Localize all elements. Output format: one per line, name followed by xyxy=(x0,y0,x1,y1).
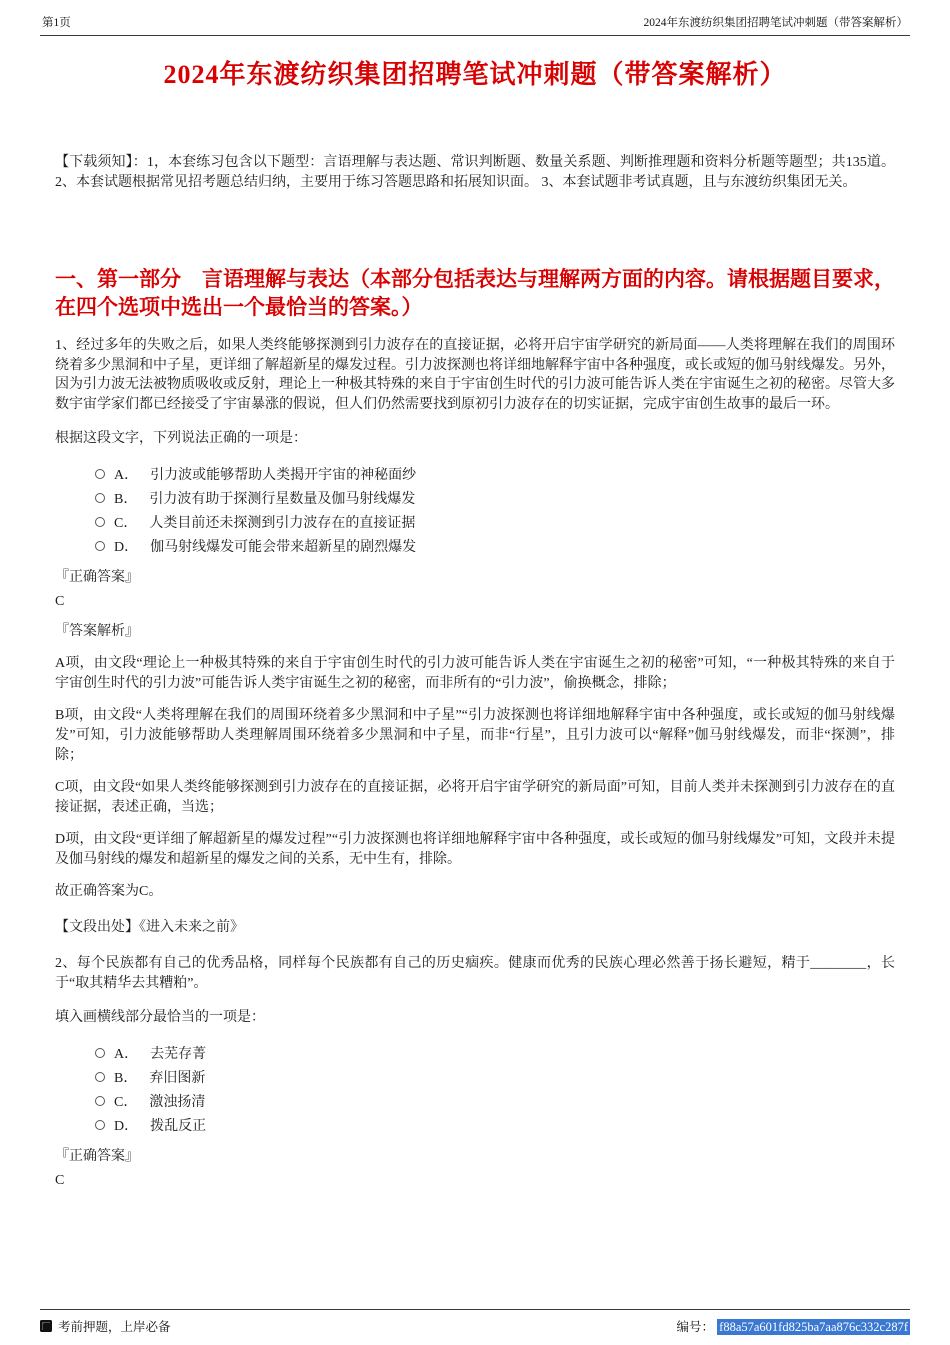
radio-icon[interactable] xyxy=(95,469,105,479)
question1-option-d[interactable] xyxy=(95,534,895,558)
question2-correct-answer: C xyxy=(55,1173,65,1188)
question1-analysis-c: C项，由文段“如果人类终能够探测到引力波存在的直接证据，必将开启宇宙学研究的新局面”可知，目前人类并未探测到引力波存在的直接证据，表述正确，当选； xyxy=(55,780,895,815)
download-notice: 【下载须知】：1，本套练习包含以下题型：言语理解与表达题、常识判断题、数量关系题、判断推理题和资料分析题等题型；共135道。2、本套试题根据常见招考题总结归纳，主要用于练习答题思路和拓展知识面。 3、本套试题非考试真题，且与东渡纺织集团无关。 xyxy=(55,155,895,190)
question2-option-a[interactable] xyxy=(95,1041,895,1065)
question1-conclusion: 故正确答案为C。 xyxy=(55,884,163,899)
footer-slogan: 考前押题，上岸必备 xyxy=(58,1320,171,1334)
radio-icon[interactable] xyxy=(95,1048,105,1058)
section-heading: 一、第一部分 言语理解与表达（本部分包括表达与理解两方面的内容。请根据题目要求，在四个选项中选出一个最恰当的答案。） xyxy=(55,267,895,319)
option-text: 引力波有助于探测行星数量及伽马射线爆发 xyxy=(149,492,416,507)
question1-stem: 1、经过多年的失败之后，如果人类终能够探测到引力波存在的直接证据，必将开启宇宙学研究的新局面——人类将理解在我们的周围环绕着多少黑洞和中子星，更详细了解超新星的爆发过程。引力波探测也将详细地解释宇宙中各种强度，或长或短的伽马射线爆发。另外，因为引力波无法被物质吸收或反射，理论上一种极其特殊的来自于宇宙创生时代的引力波可能告诉人类在宇宙诞生之初的秘密。尽管大多数宇宙学家们都已经接受了宇宙暴涨的假说，但人们仍然需要找到原初引力波存在的切实证据，完成宇宙创生故事的最后一环。 xyxy=(55,338,895,412)
question1-analysis-a: A项，由文段“理论上一种极其特殊的来自于宇宙创生时代的引力波可能告诉人类在宇宙诞生之初的秘密”可知，“一种极其特殊的来自于宇宙创生时代的引力波”可能告诉人类宇宙诞生之初的秘密，而非所有的“引力波”，偷换概念，排除； xyxy=(55,656,895,691)
option-text: 弃旧图新 xyxy=(149,1071,206,1086)
option-text: 伽马射线爆发可能会带来超新星的剧烈爆发 xyxy=(150,540,417,555)
footer-left xyxy=(40,1317,171,1335)
question1-prompt: 根据这段文字，下列说法正确的一项是： xyxy=(55,431,307,446)
option-label: D． xyxy=(114,540,139,555)
question1-option-a[interactable] xyxy=(95,462,895,486)
footer-code-label: 编号： xyxy=(676,1320,715,1334)
question1-correct-answer: C xyxy=(55,594,65,609)
question1-correct-answer-label: 『正确答案』 xyxy=(55,570,139,585)
radio-icon[interactable] xyxy=(95,1072,105,1082)
question1-option-b[interactable] xyxy=(95,486,895,510)
radio-icon[interactable] xyxy=(95,517,105,527)
question1-option-c[interactable] xyxy=(95,510,895,534)
question2-correct-answer-label: 『正确答案』 xyxy=(55,1149,139,1164)
footer-code-value: f88a57a601fd825ba7aa876c332c287f xyxy=(719,1320,908,1334)
option-label: C． xyxy=(114,1095,138,1110)
question2-option-c[interactable] xyxy=(95,1089,895,1113)
option-text: 激浊扬清 xyxy=(149,1095,206,1110)
question1-analysis-label: 『答案解析』 xyxy=(55,624,139,639)
page-header xyxy=(40,0,910,36)
page-footer xyxy=(40,1309,910,1335)
question2-option-d[interactable] xyxy=(95,1113,895,1137)
radio-icon[interactable] xyxy=(95,1096,105,1106)
radio-icon[interactable] xyxy=(95,493,105,503)
footer-right xyxy=(677,1317,910,1335)
question2-stem: 2、每个民族都有自己的优秀品格，同样每个民族都有自己的历史痼疾。健康而优秀的民族心理必然善于扬长避短，精于________，长于“取其精华去其糟粕”。 xyxy=(55,956,895,991)
option-label: D． xyxy=(114,1119,139,1134)
option-label: B． xyxy=(114,1071,138,1086)
question2-options xyxy=(55,1041,895,1137)
header-doc-title: 2024年东渡纺织集团招聘笔试冲刺题（带答案解析） xyxy=(643,17,908,29)
radio-icon[interactable] xyxy=(95,1120,105,1130)
footer-logo-icon xyxy=(40,1320,52,1332)
option-text: 去芜存菁 xyxy=(150,1047,207,1062)
option-text: 引力波或能够帮助人类揭开宇宙的神秘面纱 xyxy=(150,468,417,483)
question1-analysis-b: B项，由文段“人类将理解在我们的周围环绕着多少黑洞和中子星”“引力波探测也将详细地解释宇宙中各种强度，或长或短的伽马射线爆发”可知，引力波能够帮助人类理解周围环绕着多少黑洞和中子星，而非“行星”，且引力波可以“解释”伽马射线爆发，而非“探测”，排除； xyxy=(55,708,895,763)
option-label: B． xyxy=(114,492,138,507)
question1-options xyxy=(55,462,895,558)
option-label: A． xyxy=(114,468,139,483)
option-label: A． xyxy=(114,1047,139,1062)
page-title: 2024年东渡纺织集团招聘笔试冲刺题（带答案解析） xyxy=(163,60,787,89)
document-body xyxy=(0,54,950,1191)
radio-icon[interactable] xyxy=(95,541,105,551)
question1-analysis-d: D项，由文段“更详细了解超新星的爆发过程”“引力波探测也将详细地解释宇宙中各种强度，或长或短的伽马射线爆发”可知，文段并未提及伽马射线的爆发和超新星的爆发之间的关系，无中生有，排除。 xyxy=(55,832,895,867)
question2-prompt: 填入画横线部分最恰当的一项是： xyxy=(55,1010,265,1025)
question2-option-b[interactable] xyxy=(95,1065,895,1089)
option-label: C． xyxy=(114,516,138,531)
option-text: 人类目前还未探测到引力波存在的直接证据 xyxy=(149,516,416,531)
option-text: 拨乱反正 xyxy=(150,1119,207,1134)
header-page-number: 第1页 xyxy=(42,17,71,29)
question1-source: 【文段出处】《进入未来之前》 xyxy=(55,920,244,935)
